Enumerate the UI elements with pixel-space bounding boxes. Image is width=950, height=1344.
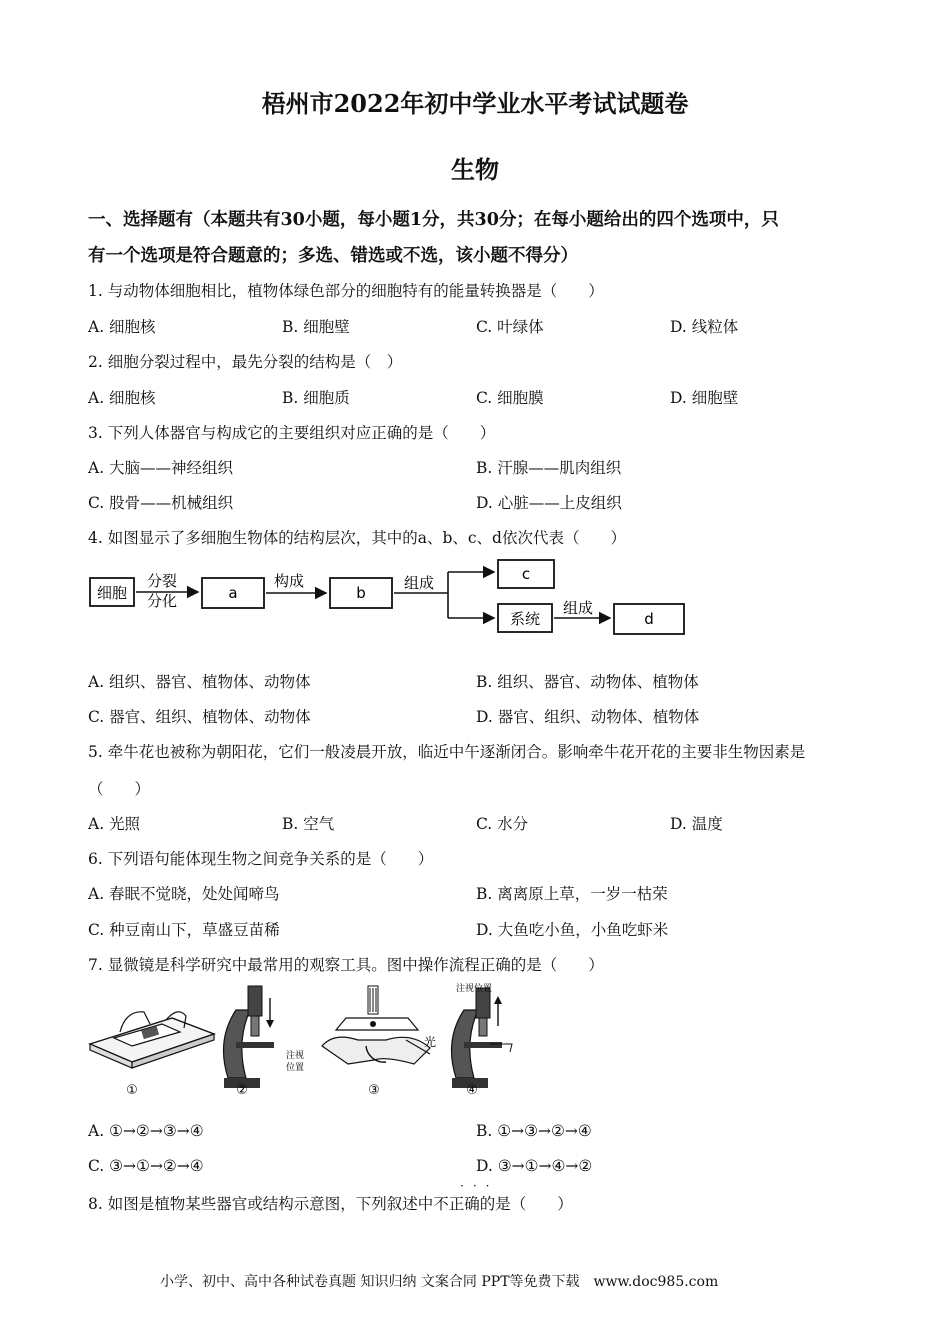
question-4-stem: 4. 如图显示了多细胞生物体的结构层次，其中的a、b、c、d依次代表（ ） <box>88 529 626 547</box>
box-c-label: c <box>521 565 531 583</box>
subject-title: 生物 <box>451 155 499 184</box>
step-2-watch-label-1: 注视 <box>286 1051 305 1061</box>
box-a-label: a <box>228 584 238 602</box>
footer-url[interactable]: www.doc985.com <box>593 1274 719 1290</box>
question-6-option-d: D. 大鱼吃小鱼，小鱼吃虾米 <box>476 921 669 939</box>
system-label: 系统 <box>509 610 541 628</box>
question-4-option-b: B. 组织、器官、动物体、植物体 <box>476 673 699 691</box>
cell-label: 细胞 <box>96 584 128 602</box>
step-2-illustration <box>224 986 275 1088</box>
question-5-stem: 5. 牵牛花也被称为朝阳花，它们一般凌晨开放，临近中午逐渐闭合。影响牵牛花开花的主要非生物因素是 <box>88 743 806 761</box>
question-2-option-c: C. 细胞膜 <box>476 389 544 407</box>
step-1-illustration <box>90 1012 214 1068</box>
section-heading-line2: 有一个选项是符合题意的；多选、错选或不选，该小题不得分） <box>88 246 578 266</box>
arrow-compose-label: 组成 <box>403 574 435 592</box>
footer-text: 小学、初中、高中各种试卷真题 知识归纳 文案合同 PPT等免费下载 <box>160 1274 580 1290</box>
step-3-light-label: 光 <box>424 1035 437 1049</box>
question-5-option-d: D. 温度 <box>670 815 723 833</box>
question-5-option-c: C. 水分 <box>476 815 529 833</box>
step-2-label: ② <box>236 1083 248 1098</box>
question-7-option-b: B. ①→③→②→④ <box>476 1122 592 1140</box>
question-5-option-b: B. 空气 <box>282 815 335 833</box>
question-6-option-b: B. 离离原上草，一岁一枯荣 <box>476 885 668 903</box>
section-heading-line1: 一、选择题有（本题共有30小题，每小题1分，共30分；在每小题给出的四个选项中，只 <box>88 210 779 230</box>
question-5-option-a: A. 光照 <box>88 815 141 833</box>
question-4-option-d: D. 器官、组织、动物体、植物体 <box>476 708 700 726</box>
question-2-option-a: A. 细胞核 <box>88 389 156 407</box>
question-7-option-c: C. ③→①→②→④ <box>88 1157 204 1175</box>
arrow-constitute-label: 构成 <box>273 572 305 590</box>
step-4-watch-label: 注视位置 <box>456 984 493 994</box>
question-7-option-a: A. ①→②→③→④ <box>88 1122 204 1140</box>
question-3-option-b: B. 汗腺——肌肉组织 <box>476 459 622 477</box>
question-4-option-c: C. 器官、组织、植物体、动物体 <box>88 708 311 726</box>
question-2-option-b: B. 细胞质 <box>282 389 350 407</box>
question-2-option-d: D. 细胞壁 <box>670 389 739 407</box>
box-d-label: d <box>644 610 654 628</box>
box-b-label: b <box>356 584 366 602</box>
question-7-option-d: D. ③→①→④→② <box>476 1157 593 1175</box>
question-6-stem: 6. 下列语句能体现生物之间竞争关系的是（ ） <box>88 850 434 868</box>
arrow-compose-2-label: 组成 <box>562 599 594 617</box>
structure-level-diagram <box>86 556 696 646</box>
question-3-option-c: C. 股骨——机械组织 <box>88 494 234 512</box>
paper-title: 梧州市2022年初中学业水平考试试题卷 <box>261 89 689 118</box>
step-4-illustration <box>452 988 513 1088</box>
arrow-divide-label-top: 分裂 <box>146 572 178 590</box>
question-7-stem: 7. 显微镜是科学研究中最常用的观察工具。图中操作流程正确的是（ ） <box>88 956 604 974</box>
question-2-stem: 2. 细胞分裂过程中，最先分裂的结构是（ ） <box>88 353 403 371</box>
question-6-option-c: C. 种豆南山下，草盛豆苗稀 <box>88 921 280 939</box>
question-1-stem: 1. 与动物体细胞相比，植物体绿色部分的细胞特有的能量转换器是（ ） <box>88 282 604 300</box>
question-1-option-d: D. 线粒体 <box>670 318 739 336</box>
step-2-watch-label-2: 位置 <box>286 1063 305 1073</box>
question-1-option-c: C. 叶绿体 <box>476 318 544 336</box>
question-6-option-a: A. 春眠不觉晓，处处闻啼鸟 <box>88 885 280 903</box>
step-1-label: ① <box>126 1083 138 1098</box>
emphasis-dots: ··· <box>460 1179 499 1193</box>
question-3-option-d: D. 心脏——上皮组织 <box>476 494 622 512</box>
question-3-stem: 3. 下列人体器官与构成它的主要组织对应正确的是（ ） <box>88 424 496 442</box>
arrow-divide-label-bottom: 分化 <box>146 592 178 610</box>
question-8-stem: 8. 如图是植物某些器官或结构示意图，下列叙述中不正确的是（ ） <box>88 1195 573 1213</box>
microscope-operation-figure <box>86 980 536 1100</box>
question-1-option-a: A. 细胞核 <box>88 318 156 336</box>
step-3-illustration <box>322 986 430 1064</box>
question-3-option-a: A. 大脑——神经组织 <box>88 459 234 477</box>
question-4-option-a: A. 组织、器官、植物体、动物体 <box>88 673 311 691</box>
step-4-label: ④ <box>466 1083 478 1098</box>
page-footer <box>160 1271 718 1291</box>
question-5-stem-continued: （ ） <box>88 780 151 798</box>
question-1-option-b: B. 细胞壁 <box>282 318 350 336</box>
step-3-label: ③ <box>368 1083 380 1098</box>
